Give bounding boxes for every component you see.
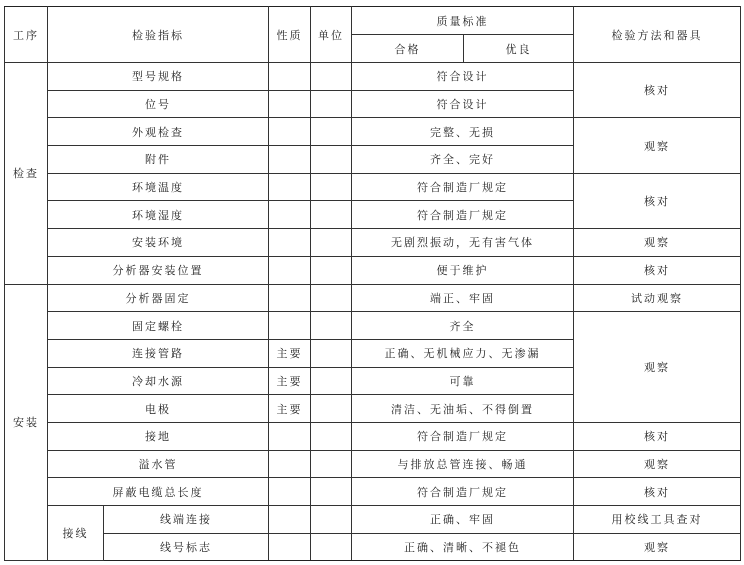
- indicator-cell: 环境温度: [48, 173, 269, 201]
- standard-cell: 符合制造厂规定: [352, 478, 574, 506]
- unit-cell: [311, 256, 352, 284]
- indicator-cell: 电极: [48, 395, 269, 423]
- header-indicator: 检验指标: [48, 7, 269, 63]
- nature-cell: [269, 478, 311, 506]
- header-unit: 单位: [311, 7, 352, 63]
- method-cell: 试动观察: [574, 284, 741, 312]
- unit-cell: [311, 173, 352, 201]
- unit-cell: [311, 201, 352, 229]
- indicator-cell: 固定螺栓: [48, 312, 269, 340]
- unit-cell: [311, 229, 352, 257]
- unit-cell: [311, 146, 352, 174]
- indicator-cell: 位号: [48, 90, 269, 118]
- indicator-cell: 线号标志: [104, 533, 269, 561]
- standard-cell: 与排放总管连接、畅通: [352, 450, 574, 478]
- unit-cell: [311, 422, 352, 450]
- nature-cell: [269, 256, 311, 284]
- standard-cell: 端正、牢固: [352, 284, 574, 312]
- unit-cell: [311, 284, 352, 312]
- standard-cell: 正确、牢固: [352, 506, 574, 534]
- unit-cell: [311, 478, 352, 506]
- nature-cell: 主要: [269, 367, 311, 395]
- nature-cell: [269, 312, 311, 340]
- standard-cell: 齐全、完好: [352, 146, 574, 174]
- indicator-cell: 接地: [48, 422, 269, 450]
- unit-cell: [311, 118, 352, 146]
- standard-cell: 可靠: [352, 367, 574, 395]
- unit-cell: [311, 90, 352, 118]
- header-method: 检验方法和器具: [574, 7, 741, 63]
- standard-cell: 符合设计: [352, 63, 574, 91]
- indicator-cell: 冷却水源: [48, 367, 269, 395]
- method-cell: 观察: [574, 533, 741, 561]
- method-cell: 观察: [574, 229, 741, 257]
- unit-cell: [311, 63, 352, 91]
- indicator-cell: 外观检查: [48, 118, 269, 146]
- nature-cell: [269, 173, 311, 201]
- indicator-cell: 环境湿度: [48, 201, 269, 229]
- group-install: 安装: [5, 284, 48, 561]
- indicator-cell: 分析器固定: [48, 284, 269, 312]
- indicator-cell: 安装环境: [48, 229, 269, 257]
- indicator-cell: 屏蔽电缆总长度: [48, 478, 269, 506]
- indicator-cell: 型号规格: [48, 63, 269, 91]
- nature-cell: [269, 450, 311, 478]
- nature-cell: [269, 201, 311, 229]
- unit-cell: [311, 450, 352, 478]
- standard-cell: 符合制造厂规定: [352, 173, 574, 201]
- header-qualified: 合格: [352, 35, 464, 63]
- indicator-cell: 连接管路: [48, 339, 269, 367]
- unit-cell: [311, 339, 352, 367]
- method-cell: 核对: [574, 63, 741, 118]
- method-cell: 核对: [574, 422, 741, 450]
- method-cell: 观察: [574, 450, 741, 478]
- method-cell: 观察: [574, 118, 741, 173]
- standard-cell: 符合设计: [352, 90, 574, 118]
- unit-cell: [311, 533, 352, 561]
- standard-cell: 齐全: [352, 312, 574, 340]
- indicator-cell: 附件: [48, 146, 269, 174]
- standard-cell: 正确、清晰、不褪色: [352, 533, 574, 561]
- method-cell: 观察: [574, 312, 741, 423]
- nature-cell: [269, 422, 311, 450]
- header-process: 工序: [5, 7, 48, 63]
- indicator-cell: 线端连接: [104, 506, 269, 534]
- standard-cell: 符合制造厂规定: [352, 201, 574, 229]
- standard-cell: 便于维护: [352, 256, 574, 284]
- indicator-cell: 分析器安装位置: [48, 256, 269, 284]
- nature-cell: [269, 284, 311, 312]
- group-inspect: 检查: [5, 63, 48, 285]
- nature-cell: [269, 229, 311, 257]
- unit-cell: [311, 367, 352, 395]
- nature-cell: [269, 90, 311, 118]
- header-quality-standard: 质量标准: [352, 7, 574, 35]
- unit-cell: [311, 312, 352, 340]
- group-wiring: 接线: [48, 506, 104, 561]
- method-cell: 核对: [574, 478, 741, 506]
- nature-cell: [269, 63, 311, 91]
- standard-cell: 完整、无损: [352, 118, 574, 146]
- header-excellent: 优良: [464, 35, 574, 63]
- standard-cell: 清洁、无油垢、不得倒置: [352, 395, 574, 423]
- method-cell: 核对: [574, 256, 741, 284]
- nature-cell: 主要: [269, 339, 311, 367]
- nature-cell: 主要: [269, 395, 311, 423]
- inspection-standards-table: [4, 6, 741, 561]
- standard-cell: 符合制造厂规定: [352, 422, 574, 450]
- indicator-cell: 溢水管: [48, 450, 269, 478]
- nature-cell: [269, 533, 311, 561]
- nature-cell: [269, 118, 311, 146]
- unit-cell: [311, 395, 352, 423]
- header-nature: 性质: [269, 7, 311, 63]
- standard-cell: 无剧烈振动，无有害气体: [352, 229, 574, 257]
- method-cell: 核对: [574, 173, 741, 228]
- standard-cell: 正确、无机械应力、无渗漏: [352, 339, 574, 367]
- unit-cell: [311, 506, 352, 534]
- method-cell: 用校线工具查对: [574, 506, 741, 534]
- nature-cell: [269, 146, 311, 174]
- nature-cell: [269, 506, 311, 534]
